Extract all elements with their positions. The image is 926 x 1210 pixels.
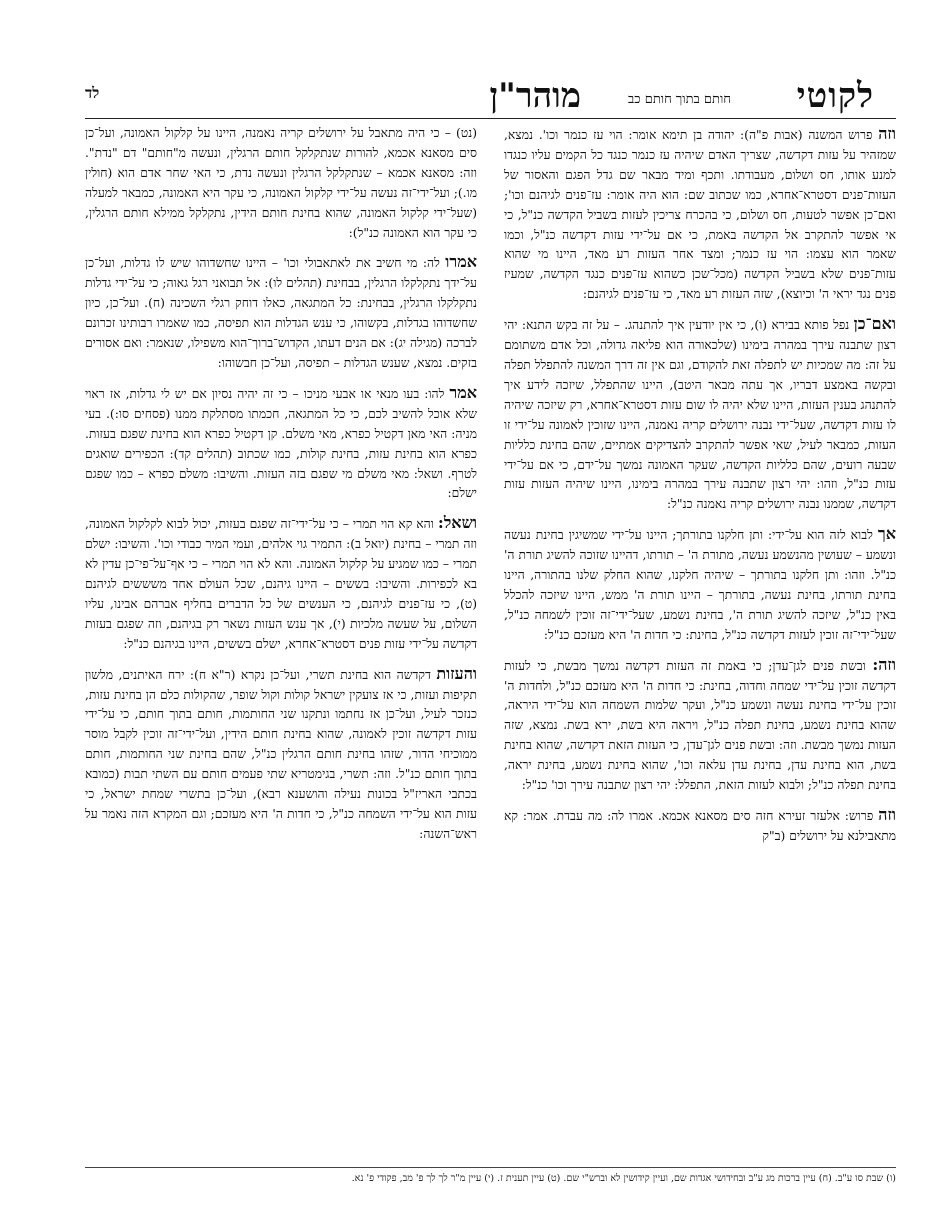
paragraph-text: והא קא הוי תמרי – כי על־ידי־זה שפגם בעזות, יכול לבוא לקלקול האמונה, וזה תמרי – בחינת (יואל ב): התמיר גוי אלהים, ועמי המיר כבודי וכו'. והשיבו: ישלם תמרי – כמו שמגיע על קלקול האמונה. והא לא הוי תמרי – כי אף־על־פי־כן עדין לא בא לכפירות. והשיבו: בששים – היינו גיהנם, שכל העולם אחד משששים לגיהנם (ט), כי עז־פנים לגיהנם, כי הענשים של כל הדברים בחליף אברהם אבינו, עליו השלום, על שעשה מלכיות (י), אך ענש העזות נשאר רק בגיהנם, וזה שפגם בעזות דקדשה על־ידי עזות פנים דסטרא־אחרא, ישלם בששים, היינו בגיהנם כנ"ל: [85, 517, 477, 651]
left-column [85, 124, 477, 1154]
paragraph-lead: ואם־כן [853, 314, 896, 334]
paragraph-lead: אך [877, 524, 896, 544]
paragraph-lead: אמר [449, 382, 477, 402]
paragraph [504, 655, 896, 796]
paragraph [85, 124, 477, 243]
paragraph [504, 524, 896, 645]
paragraph-text: דקדשה הוא בחינת תשרי, ועל־כן נקרא (ר"א ח): ירח האיתנים, מלשון תקיפות ועזות, כי אז צועקין ישראל קולות וקול שופר, שהקולות כלם הן בחינת עזות, כנזכר לעיל, ועל־כן אז נחתמו ונתקנו שני החותמות, חותם בתוך חותם, כי על־ידי עזות דקדשה זוכין לאמונה, שהוא בחינת חותם הידין, ועל־ידי־זה זוכין לקבל מוסר ממוכיחי הדור, שזהו בחינת חותם הרגלין כנ"ל, שהם בחינת שני החותמות, חותם בתוך חותם כנ"ל. וזה: תשרי, בגימטריא שתי פעמים חותם עם השתי תבות (כמובא בכתבי האריז"ל בכונות נעילה והושענא רבא), ועל־כן בתשרי שמחת ישראל, כי עזות הוא על־ידי השמחה כנ"ל, כי חדות ה' היא מעזכם; וגם המקרא הזה נאמר על ראש־השנה: [85, 667, 477, 841]
paragraph-lead: אמרו [445, 252, 477, 272]
paragraph-lead: וזה [878, 124, 896, 143]
paragraph-text: נפל פותא בבירא (ו), כי אין יודעין איך להתנהג. – על זה בקש התנא: יהי רצון שתבנה עירך במהרה בימינו (שלכאורה הוא פליאה גדולה, וכל אדם משתומם על זה: מה שמכיות יש לתפלה זאת להקודם, וגם אין זה דרך המשנה להתפלל תפלה ובקשה באמצע דבריו, אך עתה מבאר היטב), היינו שהתפלל, שיזכה לידע איך להתנהג בענין העזות, היינו שלא יהיה לו שום עזות דסטרא־אחרא, רק שיזכה שיהיה לו עזות דקדשה, שעל־ידי נבנה ירושלים קריה נאמנה, היינו שזוכין לאמונה על־ידי זו העזות, כמבאר לעיל, שאי אפשר להתקרב להצדיקים אמתיים, שהם בחינת כלליות שבעה רועים, שהם כלליות הקדשה, שעקר האמונה נמשך על־ידם, כי אם על־ידי עזות כנ"ל, וזהו: יהי רצון שתבנה עירך במהרה בימינו, היינו שיהיה העזות עזות דקדשה, שממנו נבנה ירושלים קריה נאמנה כנ"ל: [504, 318, 896, 512]
text-columns [85, 124, 896, 1154]
page-header [85, 78, 896, 118]
paragraph [85, 513, 477, 654]
page-number: לד [85, 84, 100, 102]
header-rule [85, 118, 896, 119]
paragraph-text: לה: מי חשיב את לאתאבולי וכו' – היינו שחשדוהו שיש לו גדלות, ועל־כן על־ידך נתקלקלו הרגלין, בבחינת (תהלים לו): אל תבואני רגל גאוה; כי על־ידי גדלות נתקלקלו הרגלין, בבחינת: כל המתגאה, כאלו דוחק רגלי השכינה (ח). ועל־כן, כיון שחשדוהו בגדלות, בקשוהו, כי ענש הגדלות הוא תפיסה, כמו שאמרו רבותינו זכרונם לברכה (מגילה יג): אם הנים דעתו, הקדוש־ברוך־הוא משפילו, שנאמר: ואם אסורים בזקים. נמצא, שענש הגדלות – תפיסה, ועל־כן חבשוהו: [85, 256, 477, 370]
book-title-word-1: לקוטי [796, 76, 874, 116]
paragraph-text: פרוש: אלעזר זעירא חזה סים מסאנא אכמא. אמרו לה: מה עבדת. אמר: קא מתאבילנא על ירושלים (ב"ק [504, 809, 896, 843]
book-title-right [797, 76, 874, 116]
paragraph-text: ובשת פנים לגן־עדן; כי באמת זה העזות דקדשה נמשך מבשת, כי לעזות דקדשה זוכין על־ידי שמחה וחדוה, בחינת: כי חדות ה' היא מעזכם כנ"ל, ולחדות ה' זוכין על־ידי בחינת נעשה ונשמע כנ"ל, ועקר שלמות השמחה הוא על־ידי היראה, שהוא בחינת נשמע, בחינת תפלה כנ"ל, ויראה היא בשת, ירא בשת. נמצא, שזה העזות נמשך מבשת. וזה: ובשת פנים לגן־עדן, כי העזות הזאת דקדשה, שהוא בחינת בשת, הוא בחינת עדן, בחינת עדן עלאה וכו', שהוא בחינת נשמע, בחינת יראה, בחינת תפלה כנ"ל; ולבוא לעזות הזאת, התפלל: יהי רצון שתבנה עירך וכו' כנ"ל: [504, 658, 896, 793]
right-column [504, 124, 896, 1154]
paragraph-text: (נט) – כי היה מתאבל על ירושלים קריה נאמנה, היינו על קלקול האמונה, ועל־כן סים מסאנא אכמא, להורות שנתקלקל חותם הרגלין, ונעשה מ"חותם" דם "נדת". וזה: מסאנא אכמא – שנתקלקל הרגלין ונעשה נדת, כי האי שחר אדם הוא (חולין מו.); ועל־ידי־זה נעשה על־ידי קלקול האמונה, כי עקר היא האמונה, כמבאר למעלה (שעל־ידי קלקול האמונה, שהוא בחינת חותם הידין, נתקלקל ממילא חותם הרגלין, כי עקר הוא האמונה כנ"ל): [85, 126, 477, 240]
paragraph [504, 805, 896, 847]
paragraph [85, 664, 477, 845]
paragraph [85, 252, 477, 373]
paragraph-lead: והעזות [436, 663, 477, 683]
paragraph-text: להו: בעו מנאי או אבעי מניכו – כי זה יהיה נסיון אם יש לי גדלות, אז ראוי שלא אוכל להשיב לכם, כי כל המתגאה, חכמתו מסתלקת ממנו (פסחים סו:). בעי מניה: האי מאן דקטיל כפרא, מאי משלם. קן דקטיל כפרא הוא בחינת שפגם בעזות. כפרא הוא בחינת עזות, בחינת קולות, כמו שכתוב (תהלים קד): הכפירים שואגים לטרף. ושאל: מאי משלם מי שפגם בזה העזות. והשיבו: משלם כפרא – כמו שפגם ישלם: [85, 386, 477, 501]
paragraph [85, 383, 477, 504]
paragraph-text: לבוא לזה הוא על־ידי: ותן חלקנו בתורתך; היינו על־ידי שמשיגין בחינת נעשה ונשמע – שעושין מהנשמע נעשה, מתורת ה' – תורתו, דהיינו שזוכה להשיג תורת ה' כנ"ל. וזהו: ותן חלקנו בתורתך – שיהיה חלקנו, שהוא החלק שלנו בהתורה, היינו בחינת תורתו, בחינת נעשה, בתורתך – היינו תורת ה' ממש, היינו שיזכה להכלל באין כנ"ל, שיזכה להשיג תורת ה', בחינת נשמע, שעל־ידי־זה זוכין לשמחה כנ"ל, שעל־ידי־זה זוכין לעזות דקדשה כנ"ל, בחינת: כי חדות ה' היא מעזכם כנ"ל: [504, 528, 896, 642]
running-head: חותם בתוך חותם כב [627, 92, 731, 107]
footnote-rule [85, 1167, 896, 1168]
book-title-word-2: מוהר"ן [489, 76, 581, 116]
paragraph-text: פרוש המשנה (אבות פ"ה): יהודה בן תימא אומר: הוי עז כנמר וכו'. נמצא, שמזהיר על עזות דקדשה, שצריך האדם שיהיה עז כנמר כנגד כל הקמים עליו כנגדו למנע אותו, חס ושלום, מעבודתו. ותכף ומיד מבאר שם גדל הפגם והאסור של העזות־פנים דסטרא־אחרא, כמו שכתוב שם: הוא היה אומר: עז־פנים לגיהנם וכו'; ואם־כן אפשר לטעות, חס ושלום, כי בהכרח צריכין לעזות בשביל הקדשה כנ"ל, כי אי אפשר להתקרב אל הקדשה באמת, כי אם על־ידי עזות דקדשה כנ"ל, וכמו שאמר הוא עצמו: הוי עז כנמר; ומצד אחר העזות רע מאד, היינו מי שהוא עזות־פנים שלא בשביל הקדשה (מכל־שכן כשהוא עז־פנים כנגד הקדשה, שמעיז פנים נגד יראי ה' וכיוצא), שזה העזות רע מאד, כי עז־פנים לגיהנם: [504, 128, 896, 302]
footnotes: (ו) שבת סו ע"ב. (ח) עיין ברכות מג ע"ב ובחידושי אגדות שם, ועיין קידושין לא וברש"י שם. (ט) עיין תענית ז. (י) עיין מ"ר לך לך פ' מב, פקודי פ' נא. [351, 1173, 896, 1184]
paragraph [504, 314, 896, 515]
paragraph-lead: וזה [878, 805, 896, 824]
paragraph [504, 124, 896, 305]
paragraph-lead: ושאל: [437, 513, 477, 533]
paragraph-lead: וזה: [872, 654, 896, 674]
